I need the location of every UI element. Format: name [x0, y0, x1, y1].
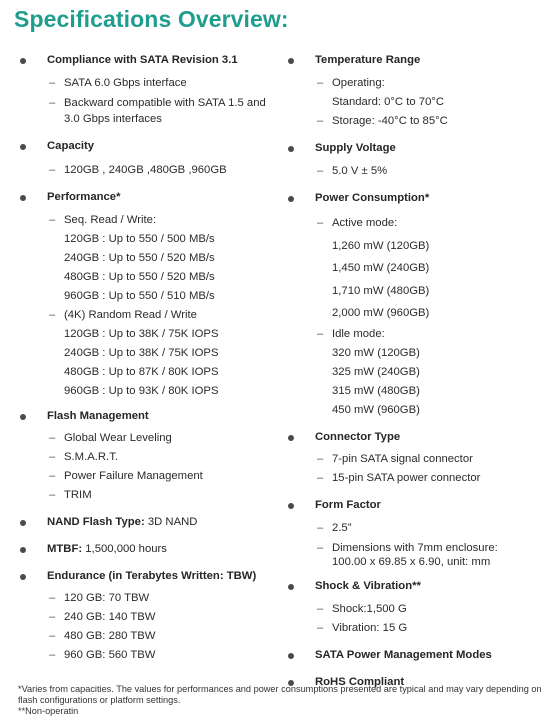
list-subitem: 1,710 mW (480GB): [332, 284, 430, 297]
list-item: – Operating:: [315, 74, 548, 93]
list-subitem: 480GB : Up to 87K / 80K IOPS: [64, 366, 219, 378]
list-subitem: 325 mW (240GB): [332, 365, 420, 378]
section-heading: Temperature Range: [315, 54, 421, 66]
section-heading: NAND Flash Type: 3D NAND: [47, 516, 198, 528]
dash-icon: –: [317, 471, 324, 484]
list-item: – 240 GB: 140 TBW: [47, 608, 273, 627]
bullet-icon: [20, 574, 26, 580]
dash-icon: –: [49, 470, 56, 482]
list-subitem: 120GB : Up to 38K / 75K IOPS: [64, 328, 219, 340]
dash-icon: –: [317, 115, 324, 127]
section-heading: Capacity: [47, 140, 95, 152]
section-heading: MTBF: 1,500,000 hours: [47, 543, 167, 555]
dash-icon: –: [317, 327, 324, 340]
dash-icon: –: [49, 489, 56, 501]
nand-section: [18, 513, 273, 532]
dash-icon: –: [49, 611, 56, 623]
list-subitem: 480GB : Up to 550 / 520 MB/s: [64, 271, 215, 283]
dash-icon: –: [317, 217, 324, 229]
list-item: – (4K) Random Read / Write: [47, 306, 273, 325]
compliance-section: [18, 51, 273, 129]
footnote: [18, 684, 542, 717]
bullet-icon: [288, 146, 294, 152]
list-item-continued: 100.00 x 69.85 x 6.90, unit: mm: [332, 555, 491, 568]
list-item: – Seq. Read / Write:: [47, 211, 273, 230]
list-subitem: 960GB : Up to 93K / 80K IOPS: [64, 385, 219, 397]
list-item: – 5.0 V ± 5%: [315, 162, 548, 181]
list-item: – Global Wear Leveling: [47, 429, 273, 448]
page-title: Specifications Overview:: [14, 6, 289, 32]
left-column: [18, 51, 273, 665]
section-heading: Power Consumption*: [315, 192, 430, 204]
list-subitem: 240GB : Up to 550 / 520 MB/s: [64, 252, 215, 264]
dash-icon: –: [317, 621, 324, 634]
bullet-icon: [20, 547, 26, 553]
section-heading: Compliance with SATA Revision 3.1: [47, 54, 238, 66]
list-item: – Active mode:: [315, 212, 548, 235]
connector-type-section: [286, 428, 548, 488]
list-item-continued: 3.0 Gbps interfaces: [64, 113, 162, 125]
list-item: – 120GB , 240GB ,480GB ,960GB: [47, 161, 273, 180]
dash-icon: –: [49, 432, 56, 444]
section-heading: SATA Power Management Modes: [315, 648, 492, 661]
bullet-icon: [20, 58, 26, 64]
bullet-icon: [288, 503, 294, 509]
sata-power-management-section: [286, 646, 548, 665]
dash-icon: –: [49, 77, 56, 89]
dash-icon: –: [317, 452, 324, 465]
list-subitem: 2,000 mW (960GB): [332, 307, 430, 319]
list-subitem: 450 mW (960GB): [332, 403, 420, 416]
dash-icon: –: [49, 309, 56, 321]
list-item: – 480 GB: 280 TBW: [47, 627, 273, 646]
dash-icon: –: [317, 165, 324, 177]
supply-voltage-section: [286, 139, 548, 181]
list-subitem: 240GB : Up to 38K / 75K IOPS: [64, 347, 219, 359]
bullet-icon: [288, 58, 294, 64]
bullet-icon: [288, 435, 294, 441]
dash-icon: –: [49, 630, 56, 642]
bullet-icon: [20, 414, 26, 420]
dash-icon: –: [49, 214, 56, 226]
list-item: – 2.5”: [315, 519, 548, 538]
section-heading: Flash Management: [47, 410, 149, 422]
list-subitem: 1,260 mW (120GB): [332, 239, 430, 252]
dash-icon: –: [49, 451, 56, 463]
dash-icon: –: [317, 541, 324, 554]
list-subitem: Standard: 0°C to 70°C: [332, 96, 445, 108]
power-consumption-section: [286, 189, 548, 420]
list-item: – 120 GB: 70 TBW: [47, 589, 273, 608]
list-item: – Storage: -40°C to 85°C: [315, 112, 548, 131]
dash-icon: –: [49, 164, 56, 176]
form-factor-section: [286, 496, 548, 569]
bullet-icon: [20, 195, 26, 201]
performance-section: [18, 188, 273, 401]
section-heading: Performance*: [47, 191, 121, 203]
capacity-section: [18, 137, 273, 180]
temperature-section: [286, 51, 548, 131]
list-item: – 960 GB: 560 TBW: [47, 646, 273, 665]
list-subitem: 120GB : Up to 550 / 500 MB/s: [64, 233, 215, 245]
list-item: – TRIM: [47, 486, 273, 505]
list-item: – Dimensions with 7mm enclosure:: [317, 541, 498, 554]
section-heading: Endurance (in Terabytes Written: TBW): [47, 570, 257, 582]
section-heading: Connector Type: [315, 430, 401, 443]
bullet-icon: [20, 144, 26, 150]
dash-icon: –: [49, 97, 56, 109]
section-heading: Form Factor: [315, 498, 381, 511]
dash-icon: –: [317, 521, 324, 534]
list-item: – Power Failure Management: [47, 467, 273, 486]
mtbf-section: [18, 540, 273, 559]
list-item: – Vibration: 15 G: [315, 619, 548, 638]
list-subitem: 960GB : Up to 550 / 510 MB/s: [64, 290, 215, 302]
footnote-line: *Varies from capacities. The values for performances and power consumptions presented are typical and may vary depending on flash configurations or platform settings.: [18, 684, 542, 705]
dash-icon: –: [317, 602, 324, 615]
right-column: [286, 51, 548, 692]
footnote-line: **Non-operatin: [18, 706, 79, 716]
list-subitem: 320 mW (120GB): [332, 346, 420, 359]
list-item: – S.M.A.R.T.: [47, 448, 273, 467]
section-heading: Shock & Vibration**: [315, 579, 421, 592]
list-item: – Shock:1,500 G: [315, 600, 548, 619]
bullet-icon: [288, 584, 294, 590]
list-item: – SATA 6.0 Gbps interface: [47, 74, 273, 93]
list-item: – Idle mode:: [315, 325, 548, 344]
list-item: – Backward compatible with SATA 1.5 and: [47, 94, 273, 113]
list-item: – 7-pin SATA signal connector: [315, 450, 548, 469]
list-subitem: 315 mW (480GB): [332, 384, 420, 397]
bullet-icon: [20, 520, 26, 526]
list-item: – 15-pin SATA power connector: [315, 469, 548, 488]
shock-vibration-section: [286, 577, 548, 638]
dash-icon: –: [49, 592, 56, 604]
dash-icon: –: [49, 649, 56, 661]
endurance-section: [18, 567, 273, 665]
bullet-icon: [288, 653, 294, 659]
section-heading: Supply Voltage: [315, 142, 396, 154]
bullet-icon: [288, 196, 294, 202]
dash-icon: –: [317, 77, 324, 89]
section-heading: RoHS Compliant: [315, 675, 405, 688]
flash-management-section: [18, 407, 273, 505]
list-subitem: 1,450 mW (240GB): [332, 262, 430, 274]
